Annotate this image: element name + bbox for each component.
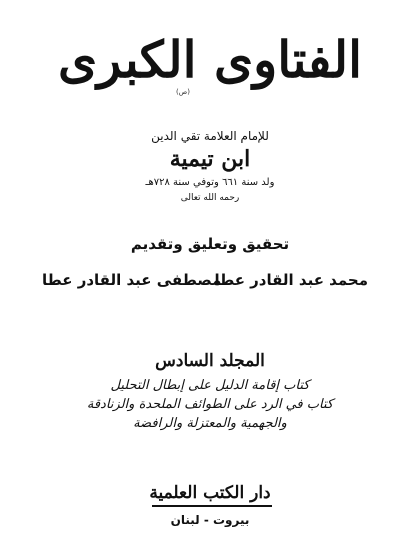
author-dates: ولد سنة ٦٦١ وتوفي سنة ٧٢٨هـ bbox=[145, 177, 275, 188]
publisher-name: دار الكتب العلمية bbox=[149, 483, 271, 503]
publisher-divider bbox=[152, 505, 272, 507]
volume-heading: المجلد السادس bbox=[155, 351, 265, 371]
author-byline: للإمام العلامة تقي الدين bbox=[151, 129, 269, 143]
editing-label: تحقيق وتعليق وتقديم bbox=[130, 235, 290, 253]
publisher-city: بيروت - لبنان bbox=[170, 513, 250, 527]
editor-name-2: مصطفى عبد القادر عطا bbox=[42, 271, 222, 289]
author-blessing: رحمه الله تعالى bbox=[180, 193, 240, 203]
volume-contents bbox=[0, 376, 420, 433]
author-name: ابن تيمية bbox=[169, 146, 251, 172]
contents-line: كتاب في الرد على الطوائف الملحدة والزنادقة bbox=[86, 397, 334, 412]
book-title: الفتاوى الكبرى bbox=[58, 30, 362, 89]
editor-name-1: محمد عبد القادر عطا bbox=[214, 271, 368, 289]
contents-line: كتاب إقامة الدليل على إبطال التحليل bbox=[110, 378, 310, 393]
contents-line: والجهمية والمعتزلة والرافضة bbox=[133, 416, 287, 431]
title-mark: (ص) bbox=[176, 88, 190, 96]
